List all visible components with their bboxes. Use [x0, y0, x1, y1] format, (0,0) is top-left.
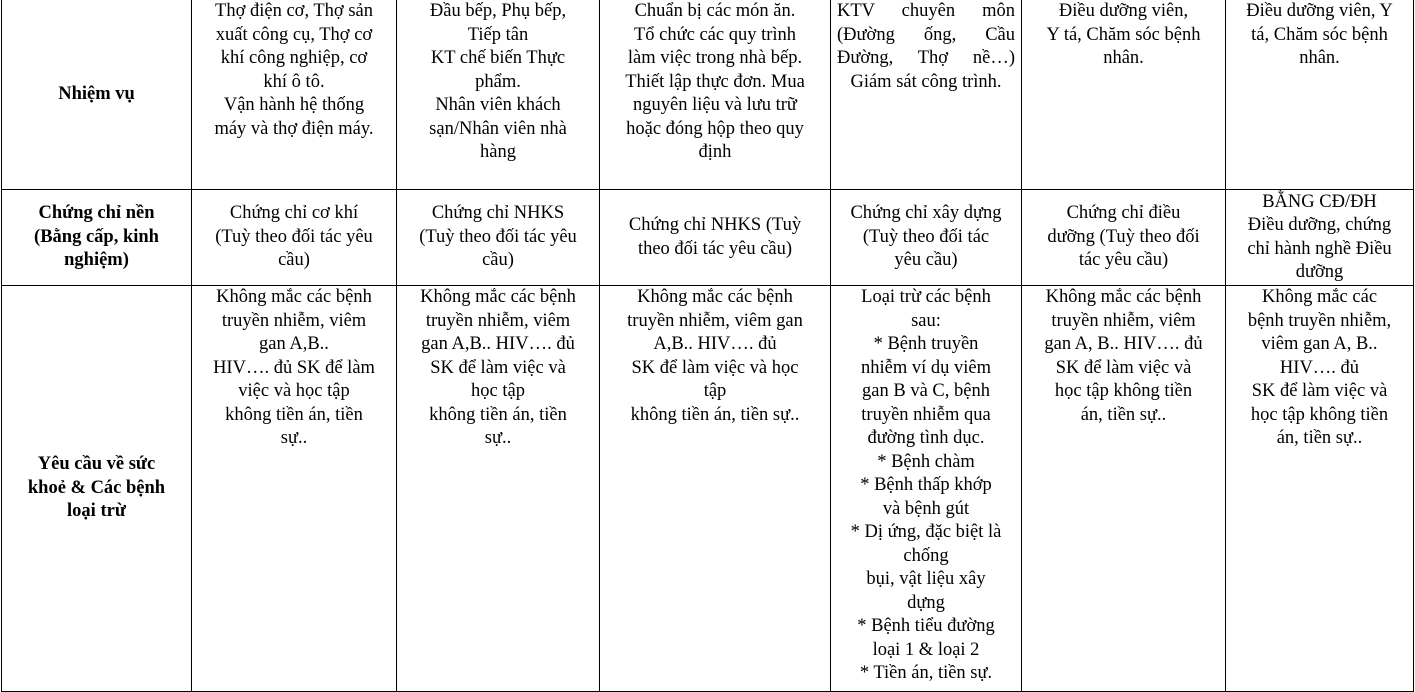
cell-line: Điều dưỡng viên, — [1058, 1, 1189, 21]
cell-line: Không mắc các bệnh — [1045, 287, 1202, 307]
cell-line: KTV chuyên môn — [837, 1, 1015, 21]
cell-line: dựng — [907, 592, 945, 613]
cell-line: học tập không tiền — [1250, 404, 1389, 425]
cell-line: bụi, vật liệu xây — [866, 569, 986, 589]
cell-line: xuất công cụ, Thợ cơ — [215, 24, 373, 45]
table-row-duties — [2, 0, 1414, 190]
cell-line: Loại trừ các bệnh — [861, 287, 991, 307]
cell-line: cầu) — [482, 250, 514, 271]
cell-line: cầu) — [278, 250, 310, 271]
cell-health-hospitality — [397, 286, 600, 692]
cell-line: đường tình dục. — [867, 428, 985, 448]
cell-line: nhân. — [1103, 48, 1144, 68]
cell-line: làm việc trong nhà bếp. — [627, 48, 803, 68]
cell-line: Chứng chỉ xây dựng — [850, 203, 1002, 224]
cell-line: định — [698, 142, 732, 162]
cell-line: BẰNG CĐ/ĐH — [1262, 191, 1377, 212]
cell-line: Vận hành hệ thống — [223, 95, 365, 115]
header-line: loại trừ — [67, 501, 126, 522]
cell-line: việc và học tập — [238, 381, 350, 401]
cell-line: học tập không tiền — [1054, 381, 1193, 401]
cell-line: truyền nhiễm, viêm — [1051, 310, 1196, 331]
cell-line: nhiễm ví dụ viêm — [861, 357, 991, 378]
cell-line: SK để làm việc và — [1055, 357, 1192, 378]
cell-line: gan B và C, bệnh — [862, 381, 990, 401]
cell-line: không tiền án, tiền — [429, 404, 567, 425]
cell-line: SK để làm việc và học — [631, 357, 799, 378]
cell-line: truyền nhiễm, viêm — [221, 310, 367, 331]
table-row-health — [2, 286, 1414, 692]
cell-line: (Tuỳ theo đối tác yêu — [419, 226, 577, 247]
cell-line: * Bệnh truyền — [873, 334, 979, 354]
cell-line: gan A,B.. — [259, 334, 329, 354]
cell-line: Y tá, Chăm sóc bệnh — [1046, 24, 1201, 45]
cell-line: HIV…. đủ — [1279, 357, 1360, 378]
cell-line: HIV…. đủ SK để làm — [213, 357, 375, 378]
cell-line: Chuẩn bị các món ăn. — [634, 1, 796, 21]
cell-line: Điều dưỡng, chứng — [1247, 215, 1392, 235]
cell-line: Đường, Thợ nề…) — [837, 48, 1015, 68]
cell-health-mechanical — [192, 286, 397, 692]
cell-line: (Đường ống, Cầu — [837, 24, 1015, 45]
cell-line: Không mắc các — [1261, 287, 1378, 307]
cell-line: Thiết lập thực đơn. Mua — [625, 71, 805, 92]
header-line: nghiệm) — [64, 250, 129, 271]
cell-cert-hospitality — [397, 190, 600, 286]
header-line: Yêu cầu về sức — [37, 454, 156, 475]
cell-line: máy và thợ điện máy. — [214, 118, 374, 139]
cell-line: hoặc đóng hộp theo quy — [626, 118, 804, 139]
cell-line: Đầu bếp, Phụ bếp, — [429, 1, 567, 21]
cell-line: Tiếp tân — [467, 24, 529, 45]
cell-cert-nursing-degree — [1226, 190, 1414, 286]
cell-line: Không mắc các bệnh — [216, 287, 372, 307]
cell-cert-kitchen — [600, 190, 831, 286]
cell-health-nursing-degree — [1226, 286, 1414, 692]
cell-duties-hospitality — [397, 0, 600, 190]
cell-line: (Tuỳ theo đối tác yêu — [215, 226, 373, 247]
cell-line: gan A,B.. HIV…. đủ — [421, 334, 575, 354]
cell-line: * Tiền án, tiền sự. — [859, 663, 993, 683]
cell-line: Tổ chức các quy trình — [633, 24, 797, 45]
cell-duties-nursing — [1022, 0, 1226, 190]
cell-line: Chứng chỉ điều — [1066, 203, 1181, 224]
cell-line: * Dị ứng, đặc biệt là — [850, 522, 1002, 542]
cell-line: * Bệnh tiểu đường — [857, 616, 995, 636]
cell-line: sạn/Nhân viên nhà — [429, 118, 567, 139]
cell-line: nhân. — [1299, 48, 1340, 68]
cell-duties-construction — [831, 0, 1022, 190]
cell-line: Không mắc các bệnh — [420, 287, 576, 307]
cell-line: SK để làm việc và — [430, 357, 566, 378]
cell-line: Không mắc các bệnh — [637, 287, 793, 307]
row-header-duties — [2, 0, 192, 190]
cell-cert-nursing — [1022, 190, 1226, 286]
cell-line: án, tiền sự.. — [1276, 428, 1363, 448]
cell-line: truyền nhiễm qua — [861, 404, 991, 425]
cell-line: tác yêu cầu) — [1078, 250, 1169, 271]
cell-line: Nhân viên khách — [435, 95, 561, 115]
cell-line: * Bệnh thấp khớp — [860, 475, 992, 495]
cell-line: không tiền án, tiền sự.. — [630, 404, 800, 425]
cell-line: bệnh truyền nhiễm, — [1247, 310, 1392, 331]
cell-duties-kitchen — [600, 0, 831, 190]
cell-line: * Bệnh chàm — [877, 451, 975, 472]
cell-line: dưỡng — [1295, 262, 1344, 282]
header-line: (Bằng cấp, kinh — [34, 226, 159, 247]
cell-line: sự.. — [280, 428, 308, 448]
cell-line: khí công nghiệp, cơ — [220, 48, 368, 68]
requirements-table — [1, 0, 1414, 692]
cell-line: SK để làm việc và — [1251, 381, 1388, 401]
cell-line: gan A, B.. HIV…. đủ — [1044, 334, 1203, 354]
cell-line: sau: — [911, 310, 941, 331]
cell-line: phẩm. — [475, 71, 521, 92]
cell-line: Thợ điện cơ, Thợ sản — [215, 1, 373, 21]
cell-health-construction — [831, 286, 1022, 692]
cell-line: viêm gan A, B.. — [1261, 334, 1378, 354]
cell-line: loại 1 & loại 2 — [872, 639, 980, 660]
cell-line: và bệnh gút — [882, 498, 970, 519]
cell-line: Chứng chỉ NHKS — [431, 203, 565, 224]
cell-line: theo đối tác yêu cầu) — [637, 238, 793, 259]
cell-line: án, tiền sự.. — [1080, 404, 1167, 425]
cell-line: học tập — [471, 381, 525, 401]
cell-line: chống — [903, 545, 949, 566]
cell-line: truyền nhiễm, viêm gan — [627, 310, 803, 331]
row-header-health — [2, 286, 192, 692]
cell-line: nguyên liệu và lưu trữ — [633, 95, 797, 115]
header-line: Nhiệm vụ — [58, 83, 135, 104]
cell-line: dưỡng (Tuỳ theo đối — [1047, 226, 1200, 247]
cell-line: Giám sát công trình. — [850, 71, 1002, 92]
cell-line: Chứng chỉ cơ khí — [229, 203, 359, 224]
table-row-certificates — [2, 190, 1414, 286]
cell-health-kitchen — [600, 286, 831, 692]
cell-line: Điều dưỡng viên, Y — [1246, 1, 1393, 21]
cell-line: sự.. — [484, 428, 512, 448]
cell-line: Chứng chỉ NHKS (Tuỳ — [628, 215, 802, 235]
cell-line: A,B.. HIV…. đủ — [653, 334, 777, 354]
header-line: Chứng chỉ nền — [38, 203, 155, 224]
cell-line: khí ô tô. — [263, 71, 325, 92]
cell-line: yêu cầu) — [894, 250, 958, 271]
cell-line: tập — [703, 381, 727, 401]
cell-line: (Tuỳ theo đối tác — [862, 226, 990, 247]
cell-line: không tiền án, tiền — [225, 404, 363, 425]
cell-line: chỉ hành nghề Điều — [1247, 238, 1392, 259]
cell-line: hàng — [480, 142, 516, 162]
cell-cert-mechanical — [192, 190, 397, 286]
cell-line: truyền nhiễm, viêm — [425, 310, 571, 331]
header-line: khoẻ & Các bệnh — [27, 477, 166, 498]
cell-duties-mechanical — [192, 0, 397, 190]
cell-duties-nursing-degree — [1226, 0, 1414, 190]
row-header-certificates — [2, 190, 192, 286]
cell-line: KT chế biến Thực — [430, 48, 566, 68]
cell-health-nursing — [1022, 286, 1226, 692]
cell-line: tá, Chăm sóc bệnh — [1251, 24, 1388, 45]
cell-cert-construction — [831, 190, 1022, 286]
